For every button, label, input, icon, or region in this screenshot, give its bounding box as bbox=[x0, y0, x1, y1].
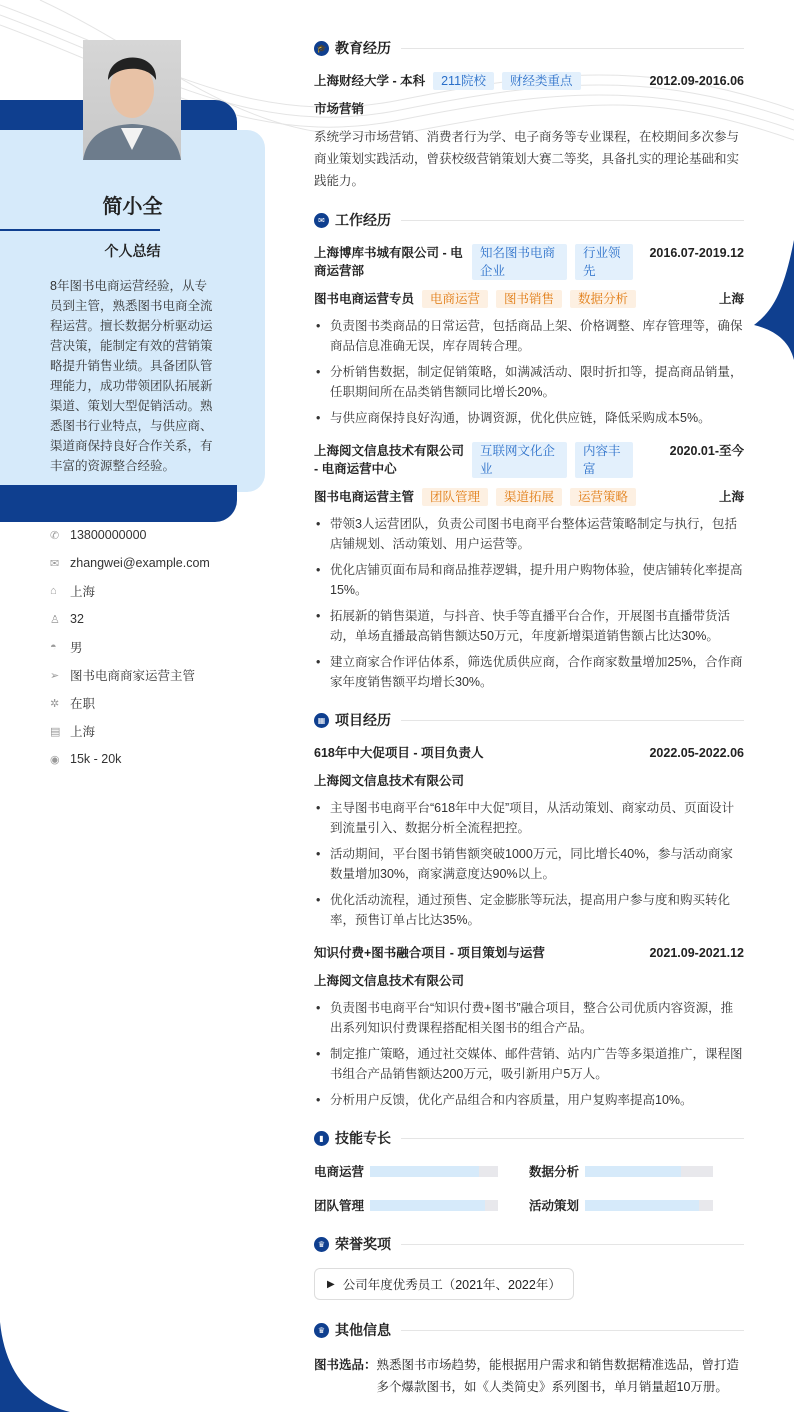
skill-item bbox=[314, 1162, 529, 1180]
contact-item bbox=[50, 633, 210, 661]
bar-chart-icon: ▮ bbox=[314, 1131, 329, 1146]
skill-bar bbox=[370, 1200, 498, 1211]
tag: 数据分析 bbox=[570, 290, 636, 308]
tag: 知名图书电商企业 bbox=[472, 244, 567, 280]
section-skills-header: ▮ 技能专长 bbox=[314, 1128, 744, 1148]
footer-band bbox=[0, 485, 237, 522]
tag: 211院校 bbox=[433, 72, 494, 90]
bullet-item: • 优化店铺页面布局和商品推荐逻辑，提升用户购物体验，使店铺转化率提高15%。 bbox=[314, 560, 744, 600]
education-desc: 系统学习市场营销、消费者行为学、电子商务等专业课程，在校期间多次参与商业策划实践活动，曾获校级营销策划大赛二等奖，具备扎实的理论基础和实践能力。 bbox=[314, 130, 740, 188]
project-name: 618年中大促项目 - 项目负责人 bbox=[314, 746, 484, 760]
contact-item bbox=[50, 745, 210, 773]
contact-text: 在职 bbox=[70, 697, 96, 711]
tag: 互联网文化企业 bbox=[472, 442, 567, 478]
summary-text: 8年图书电商运营经验，从专员到主管，熟悉图书电商全流程运营。擅长数据分析驱动运营决策，能制定有效的营销策略提升销售业绩。具备团队管理能力，成功带领团队拓展新渠道、策划大型促销活动。熟悉图书行业特点，与供应商、渠道商保持良好合作关系，有丰富的资源整合经验。 bbox=[50, 279, 213, 473]
skills-grid bbox=[314, 1162, 744, 1214]
date: 2021.09-2021.12 bbox=[649, 946, 744, 960]
contact-item bbox=[50, 661, 210, 689]
tag: 运营策略 bbox=[570, 488, 636, 506]
organization: 上海阅文信息技术有限公司 bbox=[314, 974, 465, 988]
contact-item bbox=[50, 689, 210, 717]
cake-icon: ♙ bbox=[50, 613, 60, 626]
skill-bar bbox=[370, 1166, 498, 1177]
skill-bar bbox=[585, 1166, 713, 1177]
contact-text: 32 bbox=[70, 612, 84, 626]
bullet-item: • 主导图书电商平台“618年中大促”项目，从活动策划、商家动员、页面设计到流量引入、数据分析全流程把控。 bbox=[314, 798, 744, 838]
right-curve-decoration bbox=[754, 240, 794, 360]
contact-item bbox=[50, 521, 210, 549]
contact-text: 上海 bbox=[70, 725, 96, 739]
bullet-item: • 拓展新的销售渠道，与抖音、快手等直播平台合作，开展图书直播带货活动，单场直播最高销售额达50万元，年度新增渠道销售额占比达30%。 bbox=[314, 606, 744, 646]
school: 上海财经大学 - 本科 bbox=[314, 74, 426, 88]
skill-item bbox=[529, 1162, 744, 1180]
contact-text: zhangwei@example.com bbox=[70, 556, 210, 570]
tag: 团队管理 bbox=[422, 488, 488, 506]
role: 图书电商运营主管 bbox=[314, 490, 415, 504]
award-icon: ♛ bbox=[314, 1237, 329, 1252]
project-name: 知识付费+图书融合项目 - 项目策划与运营 bbox=[314, 946, 545, 960]
home-icon: ⌂ bbox=[50, 585, 57, 597]
company: 上海博库书城有限公司 - 电商运营部 bbox=[314, 246, 463, 278]
skill-item bbox=[314, 1196, 529, 1214]
info-icon: ♛ bbox=[314, 1323, 329, 1338]
skill-name: 活动策划 bbox=[529, 1199, 580, 1213]
bullet-item: • 负责图书电商平台“知识付费+图书”融合项目，整合公司优质内容资源，推出系列知识付费课程搭配相关图书的组合产品。 bbox=[314, 998, 744, 1038]
role: 图书电商运营专员 bbox=[314, 292, 415, 306]
skill-bar-fill bbox=[370, 1166, 479, 1177]
summary-title: 个人总结 bbox=[104, 243, 161, 259]
triangle-right-icon: ▶ bbox=[327, 1278, 335, 1290]
date: 2020.01-至今 bbox=[669, 444, 744, 458]
skill-item bbox=[529, 1196, 744, 1214]
job-entry bbox=[314, 244, 744, 428]
education-entry bbox=[314, 72, 744, 192]
bullet-item: • 分析销售数据，制定促销策略，如满减活动、限时折扣等，提高商品销量，任职期间所在品类销售额同比增长20%。 bbox=[314, 362, 744, 402]
candidate-name: 简小全 bbox=[102, 196, 163, 218]
bullet-item: • 建立商家合作评估体系，筛选优质供应商，合作商家数量增加25%，合作商家年度销售额平均增长30%。 bbox=[314, 652, 744, 692]
contact-list bbox=[50, 521, 210, 773]
bullet-item: • 与供应商保持良好沟通，协调资源，优化供应链，降低采购成本5%。 bbox=[314, 408, 744, 428]
tag: 渠道拓展 bbox=[496, 488, 562, 506]
section-education-header: 🎓 教育经历 bbox=[314, 38, 744, 58]
gender-icon: ◓ bbox=[50, 641, 57, 653]
date: 2012.09-2016.06 bbox=[649, 74, 744, 88]
tag: 行业领先 bbox=[575, 244, 633, 280]
organization: 上海阅文信息技术有限公司 bbox=[314, 774, 465, 788]
major: 市场营销 bbox=[314, 102, 365, 116]
bullet-item: • 负责图书类商品的日常运营，包括商品上架、价格调整、库存管理等，确保商品信息准确无误，库存周转合理。 bbox=[314, 316, 744, 356]
skill-bar bbox=[585, 1200, 713, 1211]
grid-icon: ▦ bbox=[314, 713, 329, 728]
section-work-header: ✉ 工作经历 bbox=[314, 210, 744, 230]
project-entry bbox=[314, 944, 744, 1110]
avatar bbox=[83, 40, 181, 160]
date: 2016.07-2019.12 bbox=[649, 246, 744, 260]
section-other-header: ♛ 其他信息 bbox=[314, 1320, 744, 1340]
send-icon: ➢ bbox=[50, 669, 60, 682]
skill-bar-fill bbox=[370, 1200, 485, 1211]
tag: 图书销售 bbox=[496, 290, 562, 308]
city: 上海 bbox=[718, 490, 744, 504]
building-icon: ▤ bbox=[50, 725, 61, 738]
bottom-corner-decoration bbox=[0, 1322, 70, 1412]
award-item[interactable]: ▶ 公司年度优秀员工（2021年、2022年） bbox=[314, 1268, 574, 1300]
skill-bar-fill bbox=[585, 1166, 681, 1177]
contact-text: 图书电商商家运营主管 bbox=[70, 669, 196, 683]
other-info: 图书选品： 熟悉图书市场趋势，能根据用户需求和销售数据精准选品，曾打造多个爆款图书，如《人类简史》系列图书，单月销量超10万册。 bbox=[314, 1358, 740, 1394]
contact-text: 15k - 20k bbox=[70, 752, 122, 766]
date: 2022.05-2022.06 bbox=[649, 746, 744, 760]
section-awards-header: ♛ 荣誉奖项 bbox=[314, 1234, 744, 1254]
contact-item bbox=[50, 577, 210, 605]
bullet-item: • 制定推广策略，通过社交媒体、邮件营销、站内广告等多渠道推广，课程图书组合产品销售额达200万元，吸引新用户5万人。 bbox=[314, 1044, 744, 1084]
city: 上海 bbox=[718, 292, 744, 306]
bullet-item: • 带领3人运营团队，负责公司图书电商平台整体运营策略制定与执行，包括店铺规划、活动策划、用户运营等。 bbox=[314, 514, 744, 554]
contact-item bbox=[50, 549, 210, 577]
mail-icon: ✉ bbox=[50, 557, 60, 570]
contact-item bbox=[50, 605, 210, 633]
salary-icon: ◉ bbox=[50, 753, 60, 766]
main-content bbox=[314, 38, 744, 1398]
contact-text: 男 bbox=[70, 641, 83, 655]
divider bbox=[0, 229, 160, 231]
contact-text: 上海 bbox=[70, 585, 96, 599]
skill-bar-fill bbox=[585, 1200, 699, 1211]
skill-name: 团队管理 bbox=[314, 1199, 365, 1213]
graduation-cap-icon: 🎓 bbox=[314, 41, 329, 56]
tag: 内容丰富 bbox=[575, 442, 633, 478]
skill-name: 电商运营 bbox=[314, 1165, 365, 1179]
briefcase-icon: ✉ bbox=[314, 213, 329, 228]
contact-item bbox=[50, 717, 210, 745]
tag: 财经类重点 bbox=[502, 72, 581, 90]
phone-icon: ✆ bbox=[50, 529, 60, 542]
company: 上海阅文信息技术有限公司 - 电商运营中心 bbox=[314, 444, 465, 476]
bullet-item: • 活动期间，平台图书销售额突破1000万元，同比增长40%，参与活动商家数量增加30%，商家满意度达90%以上。 bbox=[314, 844, 744, 884]
section-project-header: ▦ 项目经历 bbox=[314, 710, 744, 730]
bullet-item: • 优化活动流程，通过预售、定金膨胀等玩法，提高用户参与度和购买转化率，预售订单占比达35%。 bbox=[314, 890, 744, 930]
job-entry bbox=[314, 442, 744, 692]
project-entry bbox=[314, 744, 744, 930]
contact-text: 13800000000 bbox=[70, 528, 147, 542]
status-icon: ✲ bbox=[50, 697, 60, 710]
skill-name: 数据分析 bbox=[529, 1165, 580, 1179]
tag: 电商运营 bbox=[422, 290, 488, 308]
bullet-item: • 分析用户反馈，优化产品组合和内容质量，用户复购率提高10%。 bbox=[314, 1090, 744, 1110]
